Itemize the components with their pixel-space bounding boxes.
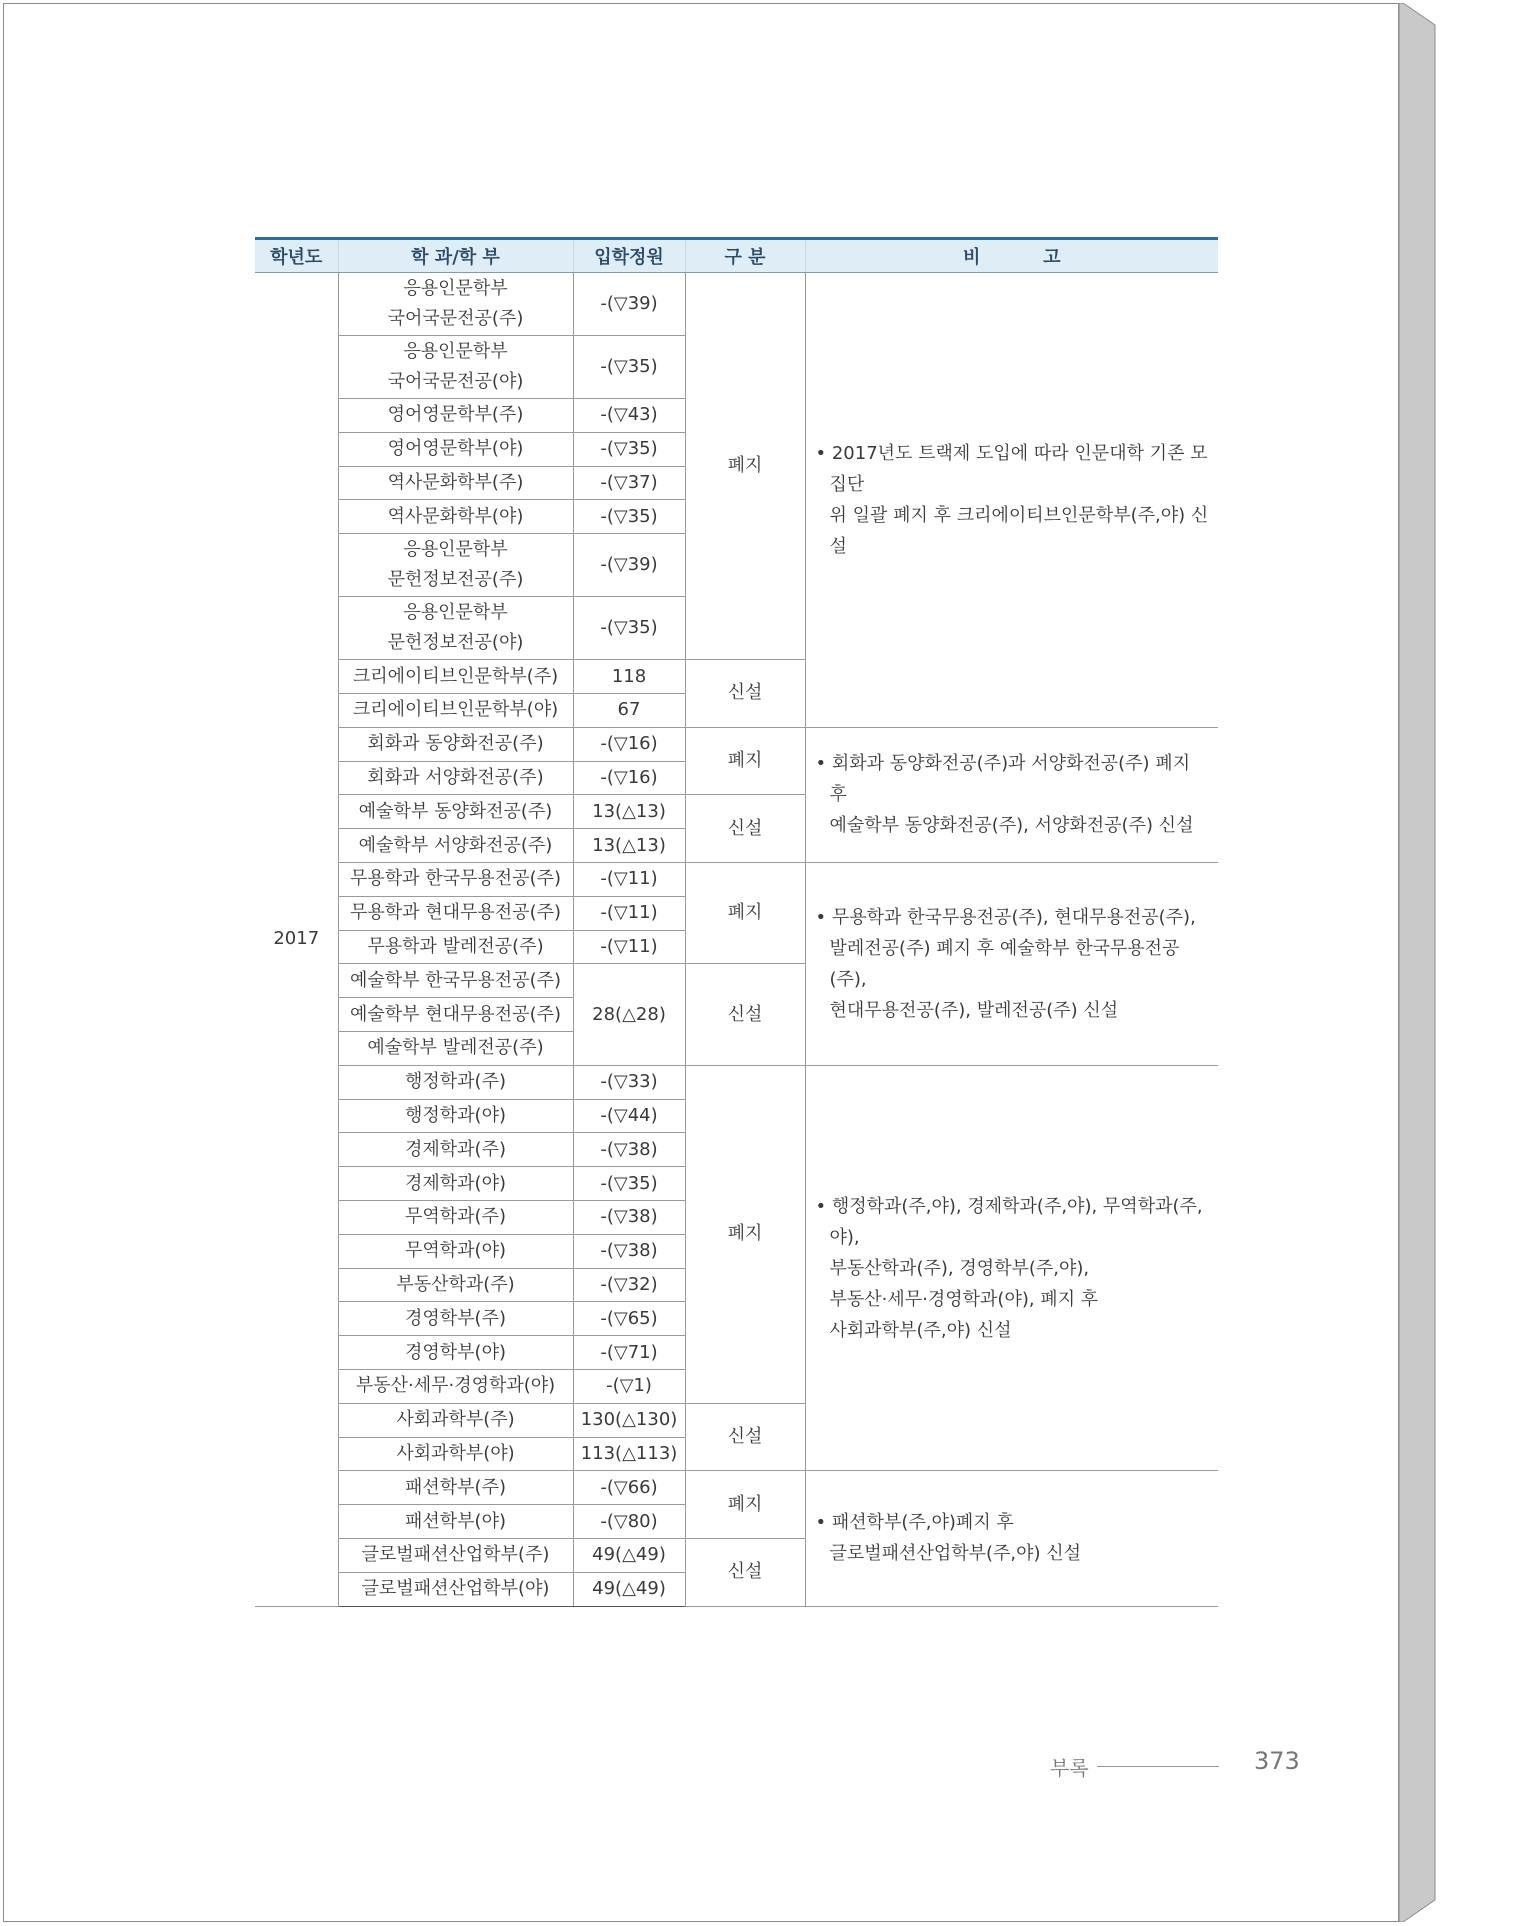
dept-cell: 예술학부 동양화전공(주) — [338, 795, 573, 829]
dept-cell: 응용인문학부 국어국문전공(주) — [338, 273, 573, 336]
quota-cell: -(▽71) — [573, 1336, 685, 1370]
dept-cell: 역사문화학부(주) — [338, 466, 573, 500]
quota-cell: -(▽39) — [573, 273, 685, 336]
header-quota: 입학정원 — [573, 239, 685, 273]
remark-cell: • 패션학부(주,야)폐지 후 글로벌패션산업학부(주,야) 신설 — [805, 1471, 1218, 1606]
header-year: 학년도 — [255, 239, 338, 273]
remark-cell: • 무용학과 한국무용전공(주), 현대무용전공(주), 발레전공(주) 폐지 후 예술학부 한국무용전공(주), 현대무용전공(주), 발레전공(주) 신설 — [805, 862, 1218, 1065]
quota-cell: -(▽35) — [573, 500, 685, 534]
quota-cell: -(▽37) — [573, 466, 685, 500]
header-remarks: 비 고 — [805, 239, 1218, 273]
dept-cell: 무용학과 한국무용전공(주) — [338, 862, 573, 896]
quota-cell: -(▽16) — [573, 727, 685, 761]
type-cell: 신설 — [685, 1538, 805, 1606]
admission-changes-table — [255, 237, 1218, 1607]
quota-cell: -(▽39) — [573, 534, 685, 597]
quota-cell: -(▽80) — [573, 1505, 685, 1539]
dept-cell: 응용인문학부 문헌정보전공(주) — [338, 534, 573, 597]
table-header-row — [255, 239, 1218, 273]
dept-cell: 경제학과(야) — [338, 1167, 573, 1201]
quota-cell: -(▽11) — [573, 930, 685, 964]
dept-cell: 크리에이티브인문학부(야) — [338, 693, 573, 727]
dept-cell: 패션학부(야) — [338, 1505, 573, 1539]
type-cell: 폐지 — [685, 727, 805, 795]
dept-cell: 역사문화학부(야) — [338, 500, 573, 534]
table-row — [255, 1065, 1218, 1099]
quota-cell: -(▽1) — [573, 1369, 685, 1403]
quota-cell: 113(△113) — [573, 1437, 685, 1471]
quota-cell: -(▽16) — [573, 761, 685, 795]
dept-cell: 예술학부 발레전공(주) — [338, 1031, 573, 1065]
quota-cell: 13(△13) — [573, 795, 685, 829]
table-row — [255, 862, 1218, 896]
quota-cell: -(▽35) — [573, 597, 685, 660]
quota-cell: -(▽32) — [573, 1268, 685, 1302]
dept-cell: 응용인문학부 국어국문전공(야) — [338, 336, 573, 399]
dept-cell: 영어영문학부(야) — [338, 432, 573, 466]
dept-cell: 경영학부(야) — [338, 1336, 573, 1370]
quota-cell: -(▽66) — [573, 1471, 685, 1505]
dept-cell: 경영학부(주) — [338, 1302, 573, 1336]
remark-cell: • 행정학과(주,야), 경제학과(주,야), 무역학과(주,야), 부동산학과(주), 경영학부(주,야), 부동산·세무·경영학과(야), 폐지 후 사회과학부(주,야) 신설 — [805, 1065, 1218, 1471]
page-number: 373 — [1254, 1747, 1300, 1775]
type-cell: 폐지 — [685, 273, 805, 660]
dept-cell: 무용학과 현대무용전공(주) — [338, 896, 573, 930]
dept-cell: 무역학과(주) — [338, 1200, 573, 1234]
quota-cell: 13(△13) — [573, 829, 685, 863]
header-department: 학 과/학 부 — [338, 239, 573, 273]
quota-cell: 118 — [573, 660, 685, 694]
quota-cell: 49(△49) — [573, 1538, 685, 1572]
table-row — [255, 273, 1218, 336]
dept-cell: 부동산학과(주) — [338, 1268, 573, 1302]
footer-divider — [1097, 1766, 1219, 1767]
dept-cell: 예술학부 현대무용전공(주) — [338, 998, 573, 1032]
quota-cell: -(▽35) — [573, 336, 685, 399]
type-cell: 신설 — [685, 795, 805, 863]
footer-section-label: 부록 — [1050, 1756, 1089, 1780]
quota-cell: -(▽38) — [573, 1200, 685, 1234]
dept-cell: 행정학과(야) — [338, 1099, 573, 1133]
dept-cell: 크리에이티브인문학부(주) — [338, 660, 573, 694]
dept-cell: 회화과 동양화전공(주) — [338, 727, 573, 761]
remark-cell: • 회화과 동양화전공(주)과 서양화전공(주) 폐지 후 예술학부 동양화전공(주), 서양화전공(주) 신설 — [805, 727, 1218, 862]
quota-cell: 49(△49) — [573, 1572, 685, 1606]
dept-cell: 사회과학부(주) — [338, 1403, 573, 1437]
dept-cell: 사회과학부(야) — [338, 1437, 573, 1471]
page-edge-shadow — [1399, 3, 1437, 1922]
header-type: 구 분 — [685, 239, 805, 273]
quota-cell: -(▽38) — [573, 1133, 685, 1167]
dept-cell: 부동산·세무·경영학과(야) — [338, 1369, 573, 1403]
quota-cell: -(▽44) — [573, 1099, 685, 1133]
table-row — [255, 727, 1218, 761]
table-row — [255, 1471, 1218, 1505]
dept-cell: 회화과 서양화전공(주) — [338, 761, 573, 795]
quota-cell: -(▽35) — [573, 432, 685, 466]
type-cell: 신설 — [685, 1403, 805, 1471]
dept-cell: 응용인문학부 문헌정보전공(야) — [338, 597, 573, 660]
quota-cell: 67 — [573, 693, 685, 727]
type-cell: 신설 — [685, 660, 805, 728]
dept-cell: 경제학과(주) — [338, 1133, 573, 1167]
dept-cell: 패션학부(주) — [338, 1471, 573, 1505]
dept-cell: 글로벌패션산업학부(야) — [338, 1572, 573, 1606]
dept-cell: 글로벌패션산업학부(주) — [338, 1538, 573, 1572]
quota-cell: -(▽38) — [573, 1234, 685, 1268]
type-cell: 폐지 — [685, 1065, 805, 1403]
quota-cell: -(▽11) — [573, 862, 685, 896]
quota-cell: -(▽43) — [573, 399, 685, 433]
dept-cell: 영어영문학부(주) — [338, 399, 573, 433]
quota-cell: -(▽35) — [573, 1167, 685, 1201]
type-cell: 신설 — [685, 964, 805, 1065]
quota-cell: -(▽65) — [573, 1302, 685, 1336]
quota-cell: -(▽33) — [573, 1065, 685, 1099]
dept-cell: 무역학과(야) — [338, 1234, 573, 1268]
type-cell: 폐지 — [685, 862, 805, 963]
quota-cell: 28(△28) — [573, 964, 685, 1065]
quota-cell: 130(△130) — [573, 1403, 685, 1437]
dept-cell: 무용학과 발레전공(주) — [338, 930, 573, 964]
quota-cell: -(▽11) — [573, 896, 685, 930]
remark-cell: • 2017년도 트랙제 도입에 따라 인문대학 기존 모집단 위 일괄 폐지 후 크리에이티브인문학부(주,야) 신설 — [805, 273, 1218, 728]
type-cell: 폐지 — [685, 1471, 805, 1539]
dept-cell: 행정학과(주) — [338, 1065, 573, 1099]
dept-cell: 예술학부 한국무용전공(주) — [338, 964, 573, 998]
year-cell: 2017 — [255, 273, 338, 1607]
admission-changes-table-wrap — [255, 237, 1218, 1607]
dept-cell: 예술학부 서양화전공(주) — [338, 829, 573, 863]
